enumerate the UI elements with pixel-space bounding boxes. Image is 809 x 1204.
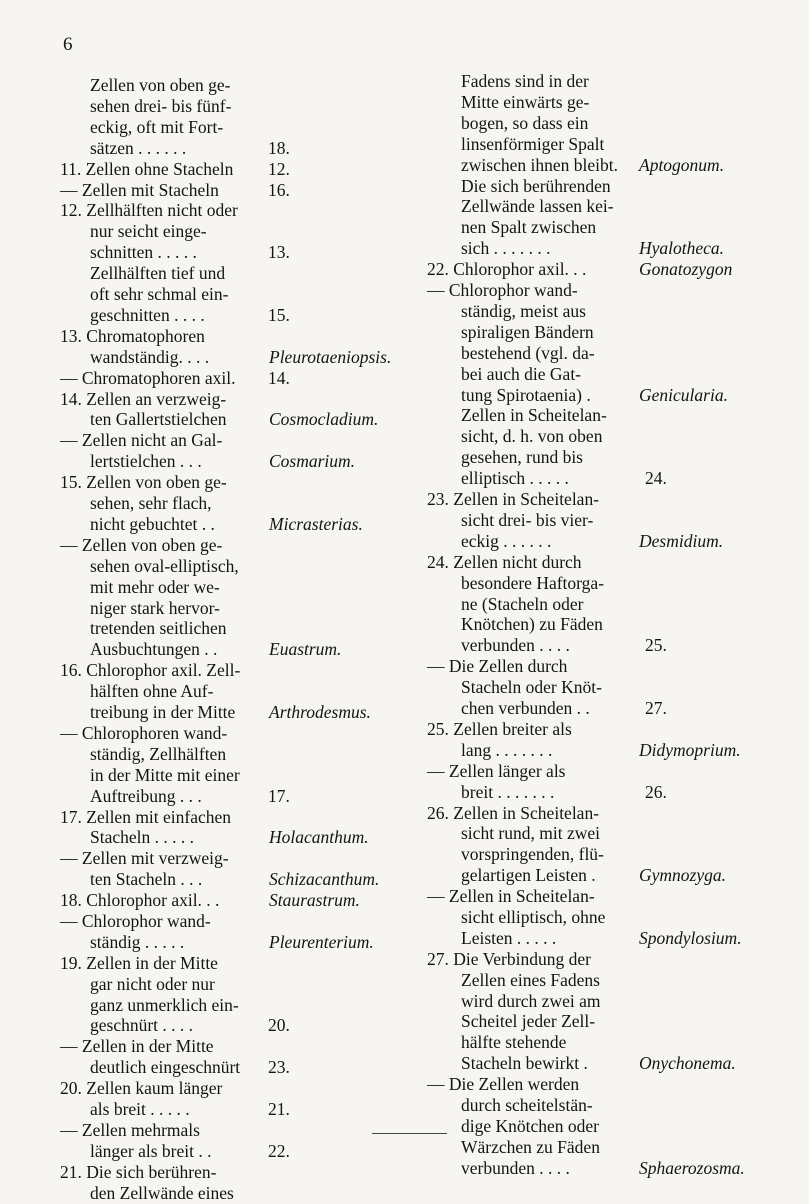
text-line: ganz unmerklich ein-	[90, 995, 239, 1015]
text-line: 27. Die Verbindung der	[427, 949, 591, 969]
text-line: nur seicht einge-	[90, 221, 207, 241]
text-line: nen Spalt zwischen	[461, 217, 597, 237]
page-number: 6	[63, 34, 73, 55]
text-line: — Chlorophor wand-	[60, 911, 211, 931]
text-line: bei auch die Gat-	[461, 364, 582, 384]
text-line: — Chromatophoren axil.	[60, 368, 236, 388]
text-line: Stacheln . . . . .	[90, 827, 195, 847]
text-line: 15. Zellen von oben ge-	[60, 472, 227, 492]
text-line: gelartigen Leisten .	[461, 865, 596, 885]
text-line: zwischen ihnen bleibt.	[461, 155, 618, 175]
cross-reference: 23.	[268, 1057, 290, 1077]
genus-name: Genicularia.	[639, 385, 728, 405]
text-line: sich . . . . . . .	[461, 238, 551, 258]
text-line: verbunden . . . .	[461, 635, 570, 655]
genus-name: Pleurotaeniopsis.	[269, 347, 392, 367]
footer-rule	[372, 1133, 447, 1134]
text-line: Leisten . . . . .	[461, 928, 557, 948]
text-line: sicht elliptisch, ohne	[461, 907, 606, 927]
text-line: treibung in der Mitte	[90, 702, 236, 722]
text-line: lang . . . . . . .	[461, 740, 553, 760]
text-line: 25. Zellen breiter als	[427, 719, 572, 739]
text-line: linsenförmiger Spalt	[461, 134, 605, 154]
text-line: 17. Zellen mit einfachen	[60, 807, 232, 827]
text-line: eckig . . . . . .	[461, 531, 552, 551]
text-line: Stacheln oder Knöt-	[461, 677, 602, 697]
text-line: — Zellen mit Stacheln	[60, 180, 219, 200]
cross-reference: 13.	[268, 242, 290, 262]
text-line: — Zellen in Scheitelan-	[427, 886, 595, 906]
text-line: gar nicht oder nur	[90, 974, 215, 994]
text-line: deutlich eingeschnürt	[90, 1057, 241, 1077]
cross-reference: 15.	[268, 305, 290, 325]
text-line: Auftreibung . . .	[90, 786, 202, 806]
cross-reference: 22.	[268, 1141, 290, 1161]
genus-name: Euastrum.	[269, 639, 342, 659]
text-line: bogen, so dass ein	[461, 113, 589, 133]
text-line: lertstielchen . . .	[90, 451, 202, 471]
text-line: 24. Zellen nicht durch	[427, 552, 582, 572]
text-line: chen verbunden . .	[461, 698, 590, 718]
text-line: 18. Chlorophor axil. . .	[60, 890, 220, 910]
text-line: ne (Stacheln oder	[461, 594, 584, 614]
text-line: 12. Zellhälften nicht oder	[60, 200, 238, 220]
text-line: elliptisch . . . . .	[461, 468, 569, 488]
text-line: ständig . . . . .	[90, 932, 185, 952]
text-line: wandständig. . . .	[90, 347, 210, 367]
text-line: — Die Zellen werden	[427, 1074, 580, 1094]
text-line: mit mehr oder we-	[90, 577, 220, 597]
text-line: niger stark hervor-	[90, 598, 220, 618]
text-line: sätzen . . . . . .	[90, 138, 187, 158]
text-line: durch scheitelstän-	[461, 1095, 593, 1115]
text-line: Zellen von oben ge-	[90, 75, 231, 95]
text-line: Wärzchen zu Fäden	[461, 1137, 600, 1157]
genus-name: Micrasterias.	[269, 514, 363, 534]
genus-name: Onychonema.	[639, 1053, 736, 1073]
text-line: Zellen in Scheitelan-	[461, 405, 607, 425]
cross-reference: 18.	[268, 138, 290, 158]
text-line: schnitten . . . . .	[90, 242, 197, 262]
text-line: hälften ohne Auf-	[90, 681, 214, 701]
text-line: verbunden . . . .	[461, 1158, 570, 1178]
text-line: dige Knötchen oder	[461, 1116, 600, 1136]
text-line: Mitte einwärts ge-	[461, 92, 590, 112]
text-line: sicht, d. h. von oben	[461, 426, 603, 446]
genus-name: Schizacanthum.	[269, 869, 380, 889]
genus-name: Holacanthum.	[269, 827, 369, 847]
text-line: geschnitten . . . .	[90, 305, 205, 325]
text-line: nicht gebuchtet . .	[90, 514, 215, 534]
text-line: 14. Zellen an verzweig-	[60, 389, 227, 409]
text-line: ständig, Zellhälften	[90, 744, 227, 764]
cross-reference: 12.	[268, 159, 290, 179]
text-line: länger als breit . .	[90, 1141, 212, 1161]
cross-reference: 20.	[268, 1015, 290, 1035]
text-line: wird durch zwei am	[461, 991, 601, 1011]
text-line: — Zellen mehrmals	[60, 1120, 200, 1140]
text-line: breit . . . . . . .	[461, 782, 555, 802]
text-line: 20. Zellen kaum länger	[60, 1078, 223, 1098]
genus-name: Staurastrum.	[269, 890, 360, 910]
text-line: — Die Zellen durch	[427, 656, 568, 676]
genus-name: Cosmarium.	[269, 451, 356, 471]
text-line: sehen, sehr flach,	[90, 493, 212, 513]
genus-name: Arthrodesmus.	[269, 702, 371, 722]
text-line: sicht rund, mit zwei	[461, 823, 601, 843]
text-line: tung Spirotaenia) .	[461, 385, 591, 405]
text-line: als breit . . . . .	[90, 1099, 190, 1119]
text-line: besondere Haftorga-	[461, 573, 605, 593]
cross-reference: 27.	[645, 698, 667, 718]
text-line: sehen oval-elliptisch,	[90, 556, 239, 576]
cross-reference: 25.	[645, 635, 667, 655]
text-line: geschnürt . . . .	[90, 1015, 194, 1035]
text-line: ten Gallertstielchen	[90, 409, 227, 429]
text-line: ständig, meist aus	[461, 301, 586, 321]
text-line: Knötchen) zu Fäden	[461, 614, 603, 634]
text-line: sehen drei- bis fünf-	[90, 96, 232, 116]
text-line: in der Mitte mit einer	[90, 765, 240, 785]
text-line: 16. Chlorophor axil. Zell-	[60, 660, 241, 680]
genus-name: Gymnozyga.	[639, 865, 726, 885]
text-line: — Zellen in der Mitte	[60, 1036, 214, 1056]
text-line: sicht drei- bis vier-	[461, 510, 594, 530]
text-line: — Chlorophoren wand-	[60, 723, 228, 743]
cross-reference: 24.	[645, 468, 667, 488]
cross-reference: 14.	[268, 368, 290, 388]
text-line: Zellhälften tief und	[90, 263, 226, 283]
text-line: 13. Chromatophoren	[60, 326, 205, 346]
cross-reference: 17.	[268, 786, 290, 806]
text-line: Zellwände lassen kei-	[461, 196, 614, 216]
text-line: ten Stacheln . . .	[90, 869, 203, 889]
text-line: tretenden seitlichen	[90, 618, 227, 638]
text-line: 21. Die sich berühren-	[60, 1162, 217, 1182]
text-line: 23. Zellen in Scheitelan-	[427, 489, 600, 509]
cross-reference: 21.	[268, 1099, 290, 1119]
text-line: Stacheln bewirkt .	[461, 1053, 588, 1073]
text-line: Scheitel jeder Zell-	[461, 1011, 596, 1031]
text-line: — Zellen von oben ge-	[60, 535, 223, 555]
text-line: — Chlorophor wand-	[427, 280, 578, 300]
genus-name: Gonatozygon	[639, 259, 733, 279]
genus-name: Aptogonum.	[639, 155, 725, 175]
text-line: den Zellwände eines	[90, 1183, 234, 1203]
text-line: vorspringenden, flü-	[461, 844, 604, 864]
text-line: 19. Zellen in der Mitte	[60, 953, 218, 973]
text-line: — Zellen länger als	[427, 761, 566, 781]
cross-reference: 16.	[268, 180, 290, 200]
text-line: Fadens sind in der	[461, 71, 589, 91]
text-line: 26. Zellen in Scheitelan-	[427, 803, 600, 823]
genus-name: Didymoprium.	[639, 740, 741, 760]
text-line: Zellen eines Fadens	[461, 970, 600, 990]
text-line: hälfte stehende	[461, 1032, 567, 1052]
genus-name: Desmidium.	[639, 531, 724, 551]
text-line: — Zellen nicht an Gal-	[60, 430, 223, 450]
text-line: 11. Zellen ohne Stacheln	[60, 159, 234, 179]
genus-name: Hyalotheca.	[639, 238, 725, 258]
genus-name: Spondylosium.	[639, 928, 742, 948]
text-line: Die sich berührenden	[461, 176, 611, 196]
text-line: gesehen, rund bis	[461, 447, 583, 467]
text-line: eckig, oft mit Fort-	[90, 117, 224, 137]
genus-name: Cosmocladium.	[269, 409, 379, 429]
text-line: — Zellen mit verzweig-	[60, 848, 229, 868]
text-line: 22. Chlorophor axil. . .	[427, 259, 587, 279]
text-line: spiraligen Bändern	[461, 322, 594, 342]
genus-name: Sphaerozosma.	[639, 1158, 745, 1178]
genus-name: Pleurenterium.	[269, 932, 374, 952]
cross-reference: 26.	[645, 782, 667, 802]
text-line: bestehend (vgl. da-	[461, 343, 595, 363]
text-line: Ausbuchtungen . .	[90, 639, 218, 659]
text-line: oft sehr schmal ein-	[90, 284, 229, 304]
